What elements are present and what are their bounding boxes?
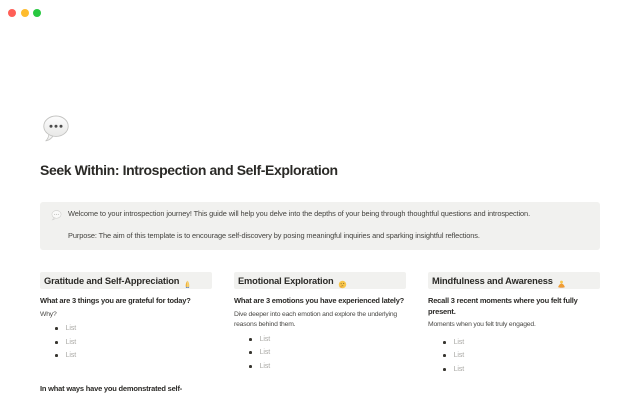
subtext-mindfulness[interactable]: Moments when you felt truly engaged. — [428, 321, 536, 328]
heading-gratitude-label: Gratitude and Self-Appreciation — [44, 275, 180, 286]
minimize-window-button[interactable] — [21, 9, 29, 17]
callout-block[interactable] — [40, 202, 600, 250]
heading-emotional-label: Emotional Exploration — [238, 275, 334, 286]
window-controls — [8, 9, 41, 17]
list-item[interactable] — [428, 349, 604, 363]
column-gratitude — [40, 272, 216, 400]
subtext-emotional[interactable]: Dive deeper into each emotion and explore the underlying reasons behind them. — [234, 310, 397, 328]
thinking-face-icon — [338, 276, 347, 285]
list-placeholder: List — [65, 338, 77, 346]
speech-balloon-icon[interactable] — [42, 115, 71, 143]
question-mindfulness[interactable]: Recall 3 recent moments where you felt fully present. — [428, 296, 578, 316]
bullet-dot-icon — [55, 354, 58, 357]
heading-mindfulness[interactable] — [428, 272, 600, 289]
heading-mindfulness-label: Mindfulness and Awareness — [432, 275, 553, 286]
bullet-dot-icon — [55, 327, 58, 330]
list-placeholder: List — [259, 362, 271, 370]
list-item[interactable] — [234, 360, 410, 374]
bullet-list-mindfulness — [428, 336, 604, 377]
list-item[interactable] — [40, 336, 216, 350]
person-meditating-icon — [557, 276, 566, 285]
list-item[interactable] — [40, 322, 216, 336]
subtext-gratitude[interactable]: Why? — [40, 310, 57, 318]
speech-balloon-small-icon — [51, 208, 62, 219]
callout-line-2[interactable]: Purpose: The aim of this template is to encourage self-discovery by posing meaningful inquiries and sparking insightful reflections. — [68, 231, 480, 240]
heading-emotional[interactable] — [234, 272, 406, 289]
bullet-dot-icon — [443, 354, 446, 357]
list-item[interactable] — [234, 333, 410, 347]
list-item[interactable] — [428, 363, 604, 377]
list-placeholder: List — [65, 352, 77, 360]
bullet-list-gratitude — [40, 322, 216, 363]
zoom-window-button[interactable] — [33, 9, 41, 17]
callout-text — [68, 202, 592, 241]
list-placeholder: List — [259, 349, 271, 357]
bullet-dot-icon — [55, 341, 58, 344]
list-item[interactable] — [428, 336, 604, 350]
list-item[interactable] — [40, 349, 216, 363]
folded-hands-icon — [183, 276, 192, 285]
list-placeholder: List — [65, 325, 77, 333]
bullet-dot-icon — [249, 351, 252, 354]
question-emotional[interactable]: What are 3 emotions you have experienced lately? — [234, 296, 405, 305]
bullet-dot-icon — [443, 368, 446, 371]
bullet-list-emotional — [234, 333, 410, 374]
bullet-dot-icon — [249, 338, 252, 341]
list-placeholder: List — [453, 338, 465, 346]
bullet-dot-icon — [249, 365, 252, 368]
column-emotional — [234, 272, 410, 400]
bullet-dot-icon — [443, 341, 446, 344]
close-window-button[interactable] — [8, 9, 16, 17]
page-title[interactable]: Seek Within: Introspection and Self-Exploration — [40, 162, 338, 178]
question-gratitude-1[interactable]: What are 3 things you are grateful for today? — [40, 296, 191, 305]
list-item[interactable] — [234, 346, 410, 360]
heading-gratitude[interactable] — [40, 272, 212, 289]
list-placeholder: List — [259, 335, 271, 343]
list-placeholder: List — [453, 365, 465, 373]
column-mindfulness — [428, 272, 604, 400]
callout-line-1[interactable]: Welcome to your introspection journey! This guide will help you delve into the depths of your being through thoughtful questions and introspection. — [68, 209, 531, 218]
question-gratitude-2[interactable]: In what ways have you demonstrated self- — [40, 383, 183, 393]
list-placeholder: List — [453, 352, 465, 360]
